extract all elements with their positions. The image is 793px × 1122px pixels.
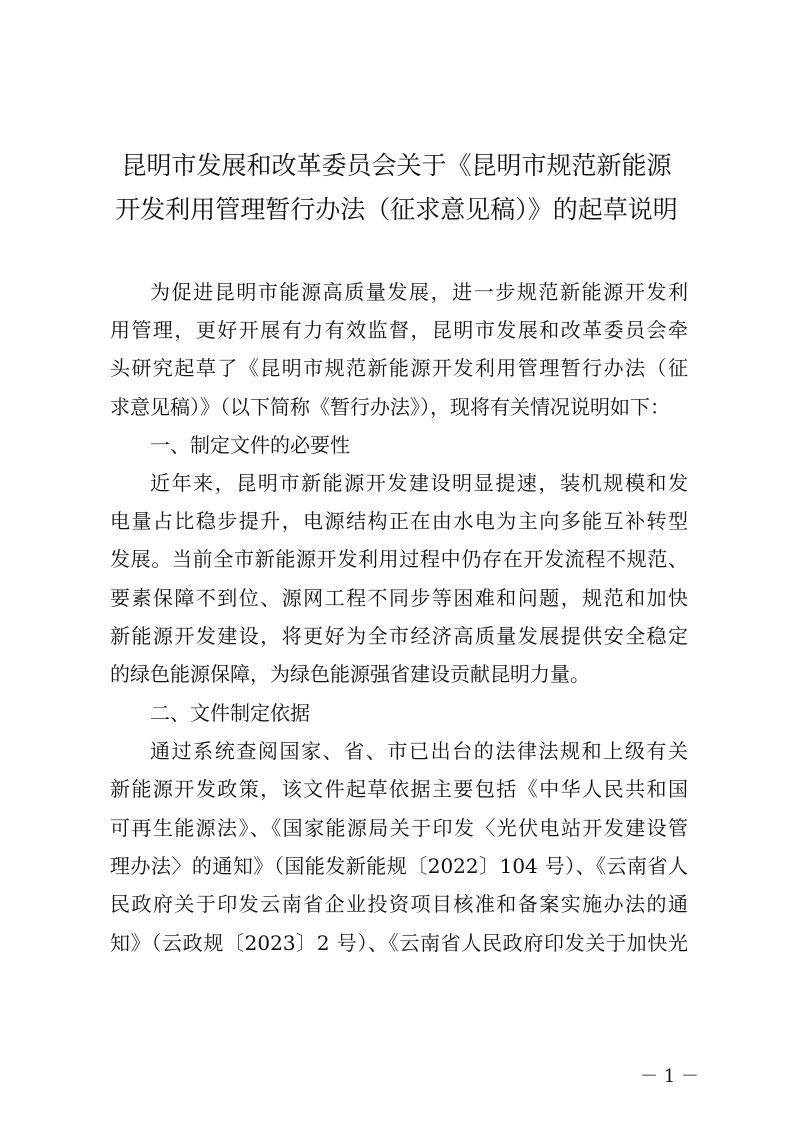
section2-line: 理办法〉的通知》（国能发新能规〔2022〕104 号）、《云南省人 (110, 854, 688, 878)
section2-line: 新能源开发政策，该文件起草依据主要包括《中华人民共和国 (110, 777, 688, 801)
section1-line: 的绿色能源保障，为绿色能源强省建设贡献昆明力量。 (110, 662, 590, 686)
page-number: － 1 － (640, 1066, 699, 1087)
section1-line: 近年来，昆明市新能源开发建设明显提速，装机规模和发 (150, 471, 688, 495)
section1-line: 电量占比稳步提升，电源结构正在由水电为主向多能互补转型 (110, 509, 688, 533)
section2-line: 知》（云政规〔2023〕2 号）、《云南省人民政府印发关于加快光 (110, 931, 688, 955)
intro-line: 用管理，更好开展有力有效监督，昆明市发展和改革委员会牵 (110, 318, 688, 342)
section-heading-basis: 二、文件制定依据 (150, 701, 310, 725)
document-title-line-1: 昆明市发展和改革委员会关于《昆明市规范新能源 (121, 151, 672, 180)
section1-line: 要素保障不到位、源网工程不同步等困难和问题，规范和加快 (110, 586, 688, 610)
section2-line: 可再生能源法》、《国家能源局关于印发〈光伏电站开发建设管 (110, 816, 688, 840)
intro-line: 求意见稿）》（以下简称《暂行办法》），现将有关情况说明如下： (110, 395, 670, 419)
section-heading-necessity: 一、制定文件的必要性 (150, 433, 350, 457)
section2-line: 通过系统查阅国家、省、市已出台的法律法规和上级有关 (150, 739, 688, 763)
section1-line: 发展。当前全市新能源开发利用过程中仍存在开发流程不规范、 (110, 547, 688, 571)
section1-line: 新能源开发建设，将更好为全市经济高质量发展提供安全稳定 (110, 624, 688, 648)
intro-line: 为促进昆明市能源高质量发展，进一步规范新能源开发利 (150, 280, 688, 304)
intro-line: 头研究起草了《昆明市规范新能源开发利用管理暂行办法（征 (110, 356, 688, 380)
section2-line: 民政府关于印发云南省企业投资项目核准和备案实施办法的通 (110, 892, 688, 916)
document-title-line-2: 开发利用管理暂行办法（征求意见稿）》的起草说明 (115, 195, 678, 224)
